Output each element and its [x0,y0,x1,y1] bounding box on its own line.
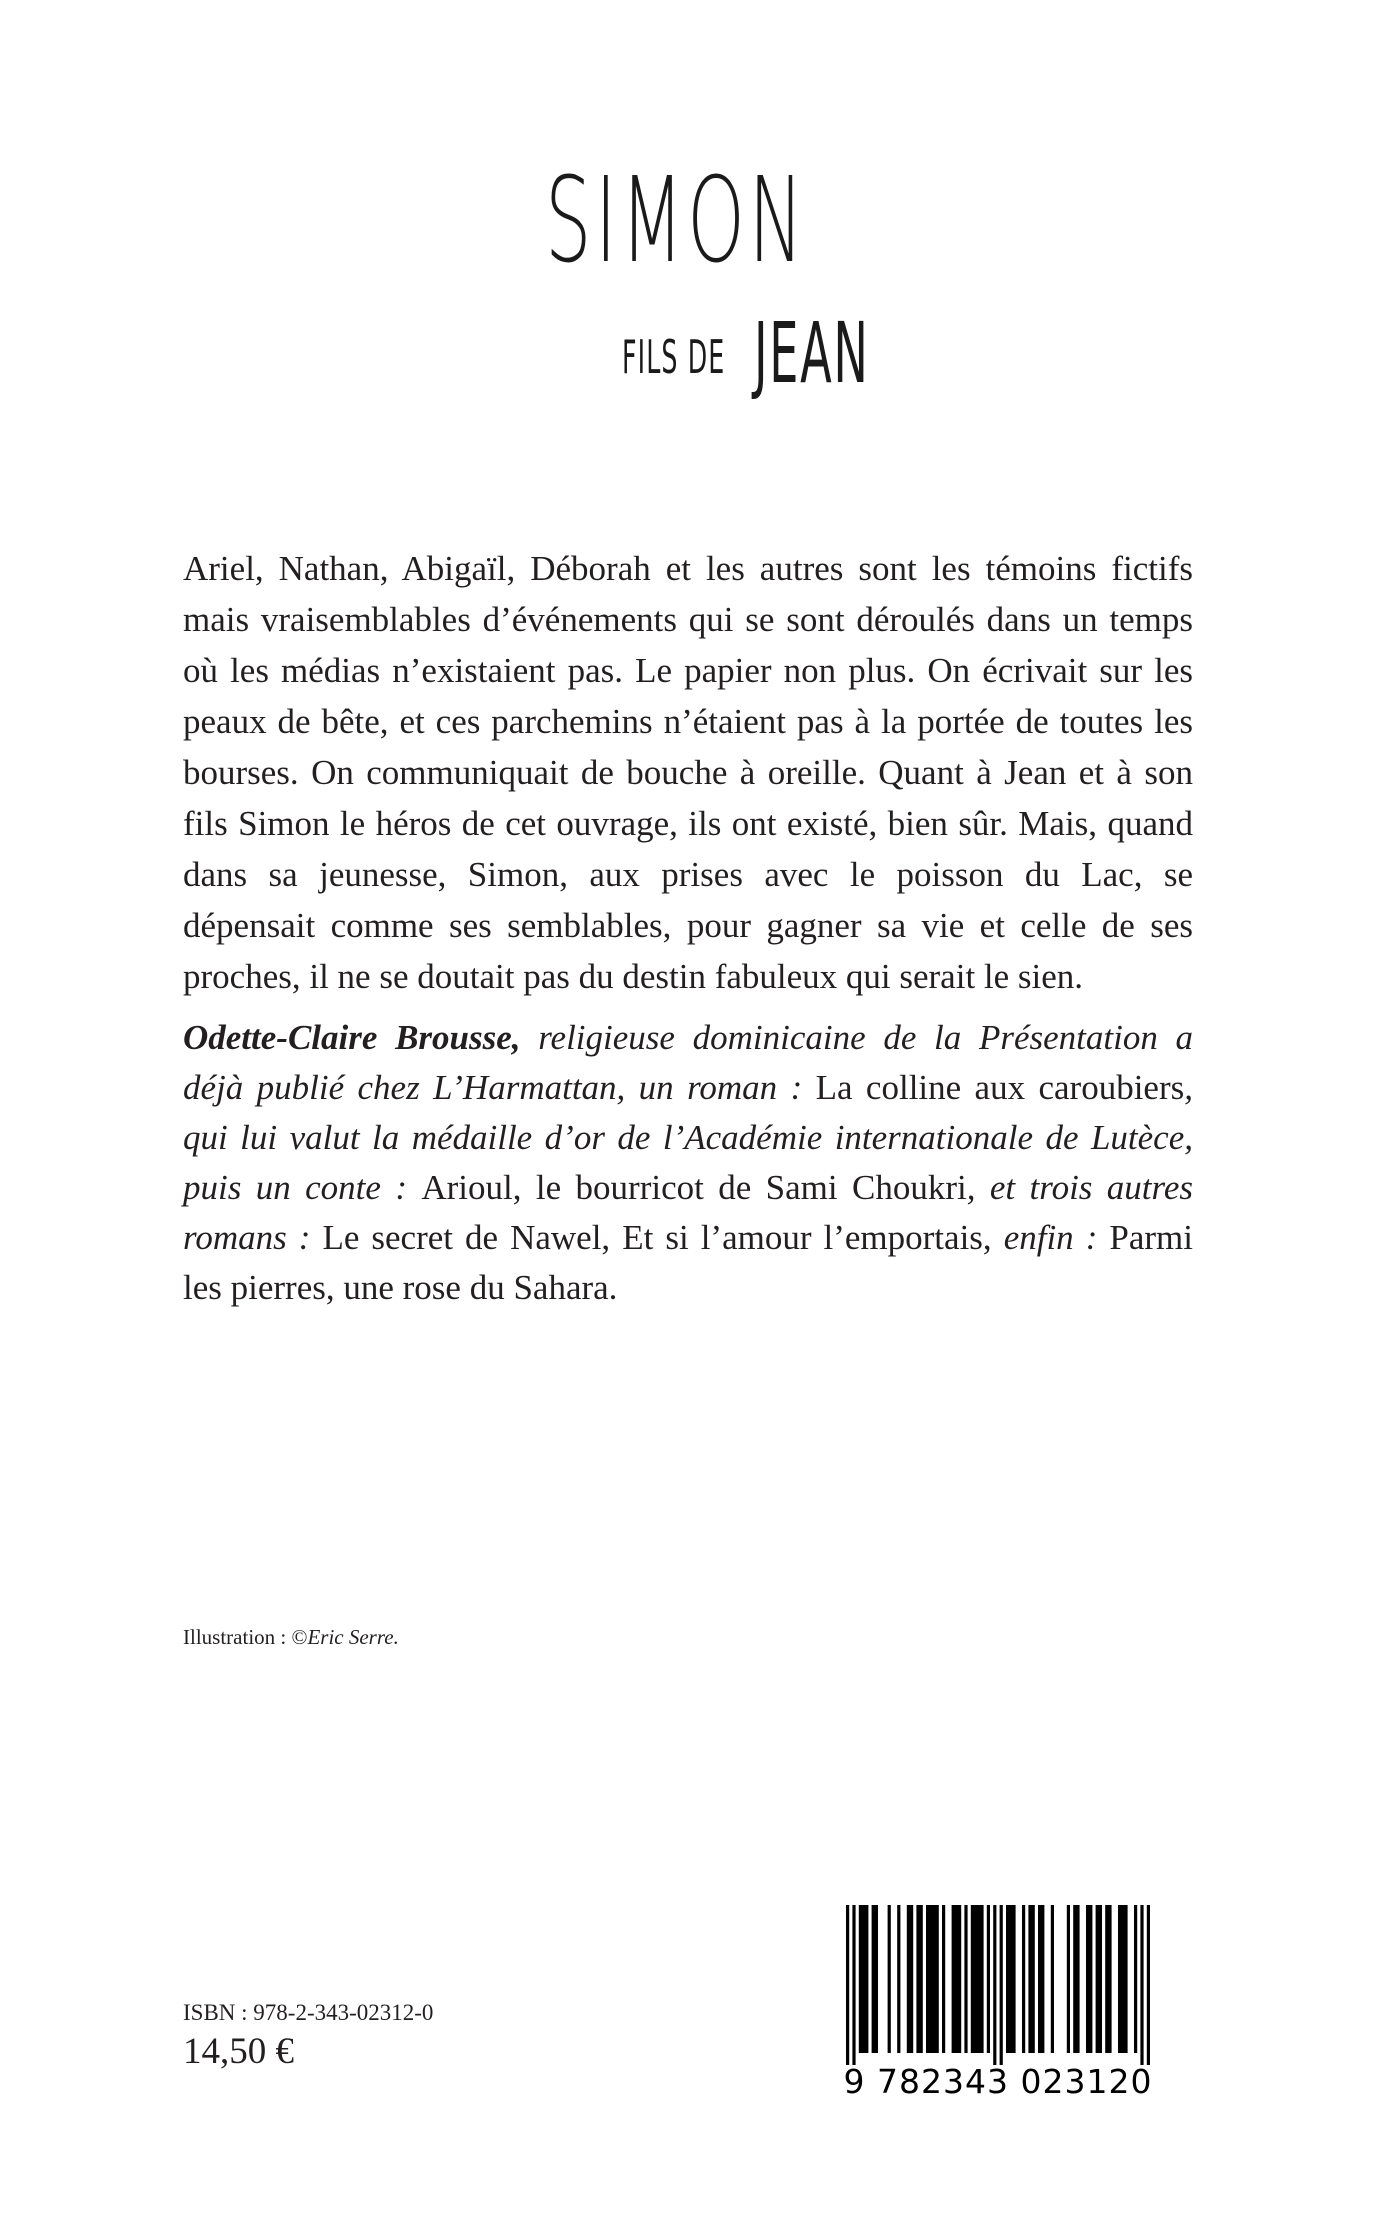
barcode-bar-24 [1096,1905,1102,2053]
barcode-bars [817,1905,1179,2065]
barcode-bar-2 [859,1905,869,2053]
barcode-bar-20 [1051,1905,1054,2053]
barcode-digits: 9 782343 023120 [843,2062,1153,2101]
book-title-1: La colline aux caroubiers [815,1068,1185,1107]
barcode-bar-19 [1038,1905,1044,2053]
book-subtitle [622,304,870,410]
book-title: SIMON [545,151,808,289]
barcode-bar-12 [971,1905,984,2053]
barcode-bar-1 [852,1905,855,2065]
isbn-number: ISBN : 978-2-343-02312-0 [183,2000,434,2025]
barcode-bar-27 [1134,1905,1137,2053]
illustration-credit [183,1625,399,1650]
barcode-bar-13 [987,1905,990,2053]
illustration-label: Illustration : © [183,1625,308,1649]
barcode-bar-7 [916,1905,922,2053]
barcode-bar-5 [897,1905,900,2053]
barcode-bar-23 [1086,1905,1092,2053]
barcode-bar-29 [1147,1905,1150,2065]
barcode-bar-3 [872,1905,878,2053]
barcode-bar-6 [907,1905,913,2053]
barcode-bar-14 [993,1905,996,2065]
author-name: Odette-Claire Brousse, [183,1018,521,1057]
barcode-bar-17 [1022,1905,1025,2053]
barcode-bar-11 [964,1905,967,2053]
subtitle-name: JEAN [754,304,870,402]
barcode-bar-28 [1140,1905,1143,2065]
summary-blurb: Ariel, Nathan, Abigaïl, Déborah et les autres sont les témoins fictifs mais vraisemblables d’événements qui se sont déroulés dans un temps où les médias n’existaient pas. Le papier non plus. On écrivait sur les peaux de bête, et ces parchemins n’étaient pas à la portée de toutes les bourses. On communiquait de bouche à oreille. Quant à Jean et à son fils Simon le héros de cet ouvrage, ils ont existé, bien sûr. Mais, quand dans sa jeunesse, Simon, aux prises avec le poisson du Lac, se dépensait comme ses semblables, pour gagner sa vie et celle de ses proches, il ne se doutait pas du destin fabuleux qui serait le sien. [183,549,1193,996]
price: 14,50 € [183,2031,294,2072]
bio-text-4: enfin : [991,1218,1110,1257]
barcode-bar-22 [1073,1905,1079,2053]
book-title-3: Le secret de Nawel, Et si l’amour l’emportais, [322,1218,992,1257]
barcode-bar-8 [926,1905,939,2053]
barcode-bar-18 [1028,1905,1034,2053]
barcode [817,1905,1179,2075]
barcode-bar-26 [1118,1905,1128,2053]
book-title-4: Parmi les pierres, une rose du Sahara. [183,1218,1194,1307]
subtitle-prefix: FILS DE [622,330,726,384]
barcode-bar-9 [942,1905,945,2053]
barcode-bar-25 [1105,1905,1111,2053]
bio-text-2: , qui lui valut la médaille d’or de l’Académie internationale de Lutèce, puis un conte : [183,1068,1193,1207]
illustrator-name: Eric Serre. [307,1625,399,1649]
barcode-bar-16 [1006,1905,1016,2053]
book-title-2: Arioul, le bourricot de Sami Choukri [421,1168,967,1207]
barcode-bar-0 [846,1905,849,2065]
bio-text-1: religieuse dominicaine de la Présentation a déjà publié chez L’Harmattan, un roman : [183,1018,1194,1107]
barcode-bar-10 [952,1905,962,2053]
barcode-bar-15 [1000,1905,1003,2065]
barcode-bar-21 [1067,1905,1070,2053]
author-bio [183,1013,1193,1313]
bio-text-3: , et trois autres romans : [183,1168,1194,1257]
barcode-bar-4 [888,1905,891,2053]
